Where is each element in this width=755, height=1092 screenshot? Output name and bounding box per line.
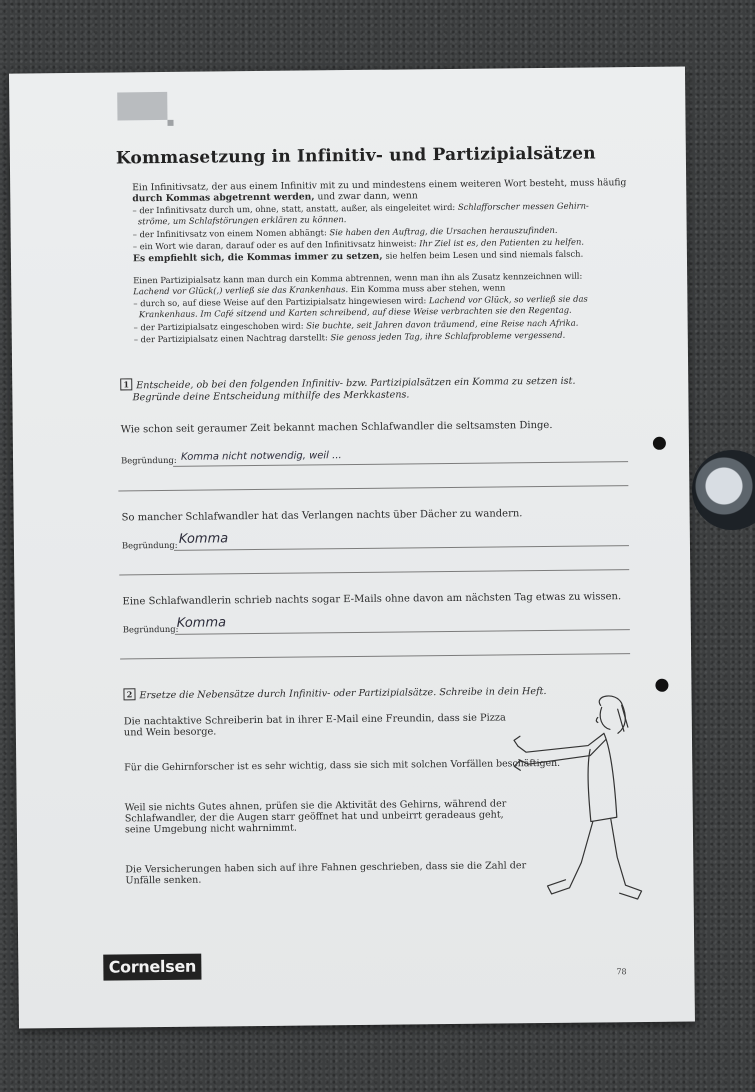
infinitive-case-3-example: Ihr Ziel ist es, den Patienten zu helfen. [419, 236, 585, 249]
participle-intro-example: Lachend vor Glück(,) verließ sie das Krankenhaus. [133, 284, 349, 297]
infinitive-case-3-text: ein Wort wie daran, darauf oder es auf den Infinitivsatz hinweist: [139, 238, 417, 252]
task-2-item-3 [125, 798, 545, 835]
infinitive-intro-rest: und zwar dann, wenn [317, 190, 418, 203]
redacted-mark [167, 120, 173, 126]
task-2-item-4 [125, 860, 545, 886]
publisher-logo: Cornelsen [103, 954, 201, 981]
infinitive-case-1-text: der Infinitivsatz durch um, ohne, statt, anstatt, außer, als eingeleitet wird: [139, 201, 456, 216]
infinitive-case-1: – der Infinitivsatz durch um, ohne, statt, anstatt, außer, als eingeleitet wird: Schlafforscher messen Gehirn- ströme, um Schlafstörungen erklären zu können. [132, 200, 589, 227]
task-2-item-1-line-2: und Wein besorge. [123, 726, 217, 739]
participle-case-3: – der Partizipialsatz einen Nachtrag darstellt: Sie genoss jeden Tag, ihre Schlafprobleme vergessend. [133, 329, 566, 345]
task-1-sentence-2: So mancher Schlafwandler hat das Verlangen nachts über Dächer zu wandern. [121, 508, 523, 524]
participle-intro-text: Einen Partizipialsatz kann man durch ein Komma abtrennen, wenn man ihn als Zusatz kennzeichnen will: [133, 270, 583, 286]
infinitive-case-1-example-cont: ströme, um Schlafstörungen erklären zu können. [137, 214, 347, 227]
recommendation-bold: Es empfiehlt sich, die Kommas immer zu setzen, [132, 250, 383, 265]
redacted-area [117, 92, 167, 121]
answer-line [175, 629, 630, 635]
answer-line [119, 569, 629, 575]
binder-clip [692, 450, 755, 530]
task-1-number: 1 [120, 378, 132, 390]
task-2-item-4-line-1: Die Versicherungen haben sich auf ihre Fahnen geschrieben, dass sie die Zahl der [125, 860, 527, 876]
infinitive-case-1-example: Schlafforscher messen Gehirn- [457, 200, 589, 212]
task-2-item-1-line-1: Die nachtaktive Schreiberin bat in ihrer E-Mail eine Freundin, dass sie Pizza [123, 712, 506, 728]
infinitive-case-2-text: der Infinitivsatz von einem Nomen abhängt: [139, 227, 327, 240]
task-2-instruction-text: Ersetze die Nebensätze durch Infinitiv- oder Partizipialsätze. Schreibe in dein Heft. [139, 685, 547, 702]
task-2-item-3-line-2: Schlafwandler, der die Augen starr geöffnet hat und unbeirrt geradeaus geht, [124, 809, 504, 825]
task-1-instruction [120, 373, 640, 404]
page-title: Kommasetzung in Infinitiv- und Partizipialsätzen [115, 143, 596, 169]
participle-case-1-example: Lachend vor Glück, so verließ sie das [428, 293, 588, 306]
task-2-item-4-line-2: Unfälle senken. [125, 874, 202, 887]
recommendation-rest: sie helfen beim Lesen und sind niemals falsch. [385, 248, 584, 261]
task-2-number: 2 [123, 688, 135, 700]
answer-line [174, 545, 629, 551]
task-2-item-3-line-1: Weil sie nichts Gutes ahnen, prüfen sie die Aktivität des Gehirns, während der [124, 798, 507, 814]
participle-case-3-example: Sie genoss jeden Tag, ihre Schlafprobleme vergessend. [330, 329, 566, 343]
infinitive-case-2: – der Infinitivsatz von einem Nomen abhängt: Sie haben den Auftrag, die Ursachen herauszufinden. [132, 224, 558, 240]
infinitive-intro-bold: durch Kommas abgetrennt werden, [132, 191, 315, 205]
punch-hole [653, 437, 666, 450]
participle-case-1: – durch so, auf diese Weise auf den Partizipialsatz hingewiesen wird: Lachend vor Glück, so verließ sie das Krankenhaus. Im Café sitzend und Karten schreibend, auf diese Weise verbrachten sie den Regentag. [133, 293, 588, 320]
participle-case-2: – der Partizipialsatz eingeschoben wird: Sie buchte, seit Jahren davon träumend, eine Reise nach Afrika. [133, 317, 579, 333]
task-2-item-1 [124, 712, 524, 738]
task-1-instruction-cont: Begründe deine Entscheidung mithilfe des Merkkastens. [132, 389, 410, 404]
participle-case-2-text: der Partizipialsatz eingeschoben wird: [140, 320, 304, 333]
participle-case-1-example-cont: Krankenhaus. Im Café sitzend und Karten schreibend, auf diese Weise verbrachten sie den Regentag. [138, 304, 572, 320]
answer-line [120, 653, 630, 659]
task-1-answer-3[interactable]: Komma [176, 615, 227, 631]
page-number: 78 [616, 967, 627, 977]
participle-case-1-text: durch so, auf diese Weise auf den Partizipialsatz hingewiesen wird: [140, 295, 427, 309]
task-1-answer-1[interactable]: Komma nicht notwendig, weil ... [180, 450, 342, 463]
task-1-sentence-3: Eine Schlafwandlerin schrieb nachts sogar E-Mails ohne davon am nächsten Tag etwas zu wissen. [122, 591, 622, 608]
infinitive-case-2-example: Sie haben den Auftrag, die Ursachen herauszufinden. [329, 224, 558, 238]
participle-case-3-text: der Partizipialsatz einen Nachtrag darstellt: [140, 332, 328, 345]
task-1-sentence-1: Wie schon seit geraumer Zeit bekannt machen Schlafwandler die seltsamsten Dinge. [120, 419, 553, 436]
task-1-label-3: Begründung: [122, 623, 179, 635]
task-1-label-1: Begründung: [120, 454, 177, 466]
answer-line [118, 485, 628, 491]
participle-intro-rest: Ein Komma muss aber stehen, wenn [350, 282, 506, 295]
task-1-label-2: Begründung: [121, 539, 178, 551]
participle-case-2-example: Sie buchte, seit Jahren davon träumend, eine Reise nach Afrika. [306, 317, 579, 331]
task-1-instruction-text: Entscheide, ob bei den folgenden Infinitiv- bzw. Partizipialsätzen ein Komma zu setzen ist. [136, 375, 576, 392]
infinitive-intro-text: Ein Infinitivsatz, der aus einem Infinitiv mit zu und mindestens einem weiteren Wort besteht, muss häufig [132, 177, 627, 194]
task-1-answer-2[interactable]: Komma [178, 531, 229, 547]
worksheet-page [9, 67, 695, 1029]
infinitive-case-3: – ein Wort wie daran, darauf oder es auf den Infinitivsatz hinweist: Ihr Ziel ist es, den Patienten zu helfen. [132, 236, 585, 252]
sleepwalker-illustration [505, 687, 647, 918]
task-2-item-3-line-3: seine Umgebung nicht wahrnimmt. [124, 822, 297, 836]
task-2-item-2-line-1: Für die Gehirnforscher ist es sehr wichtig, dass sie sich mit solchen Vorfällen beschäftigen. [124, 757, 561, 774]
punch-hole [655, 679, 668, 692]
